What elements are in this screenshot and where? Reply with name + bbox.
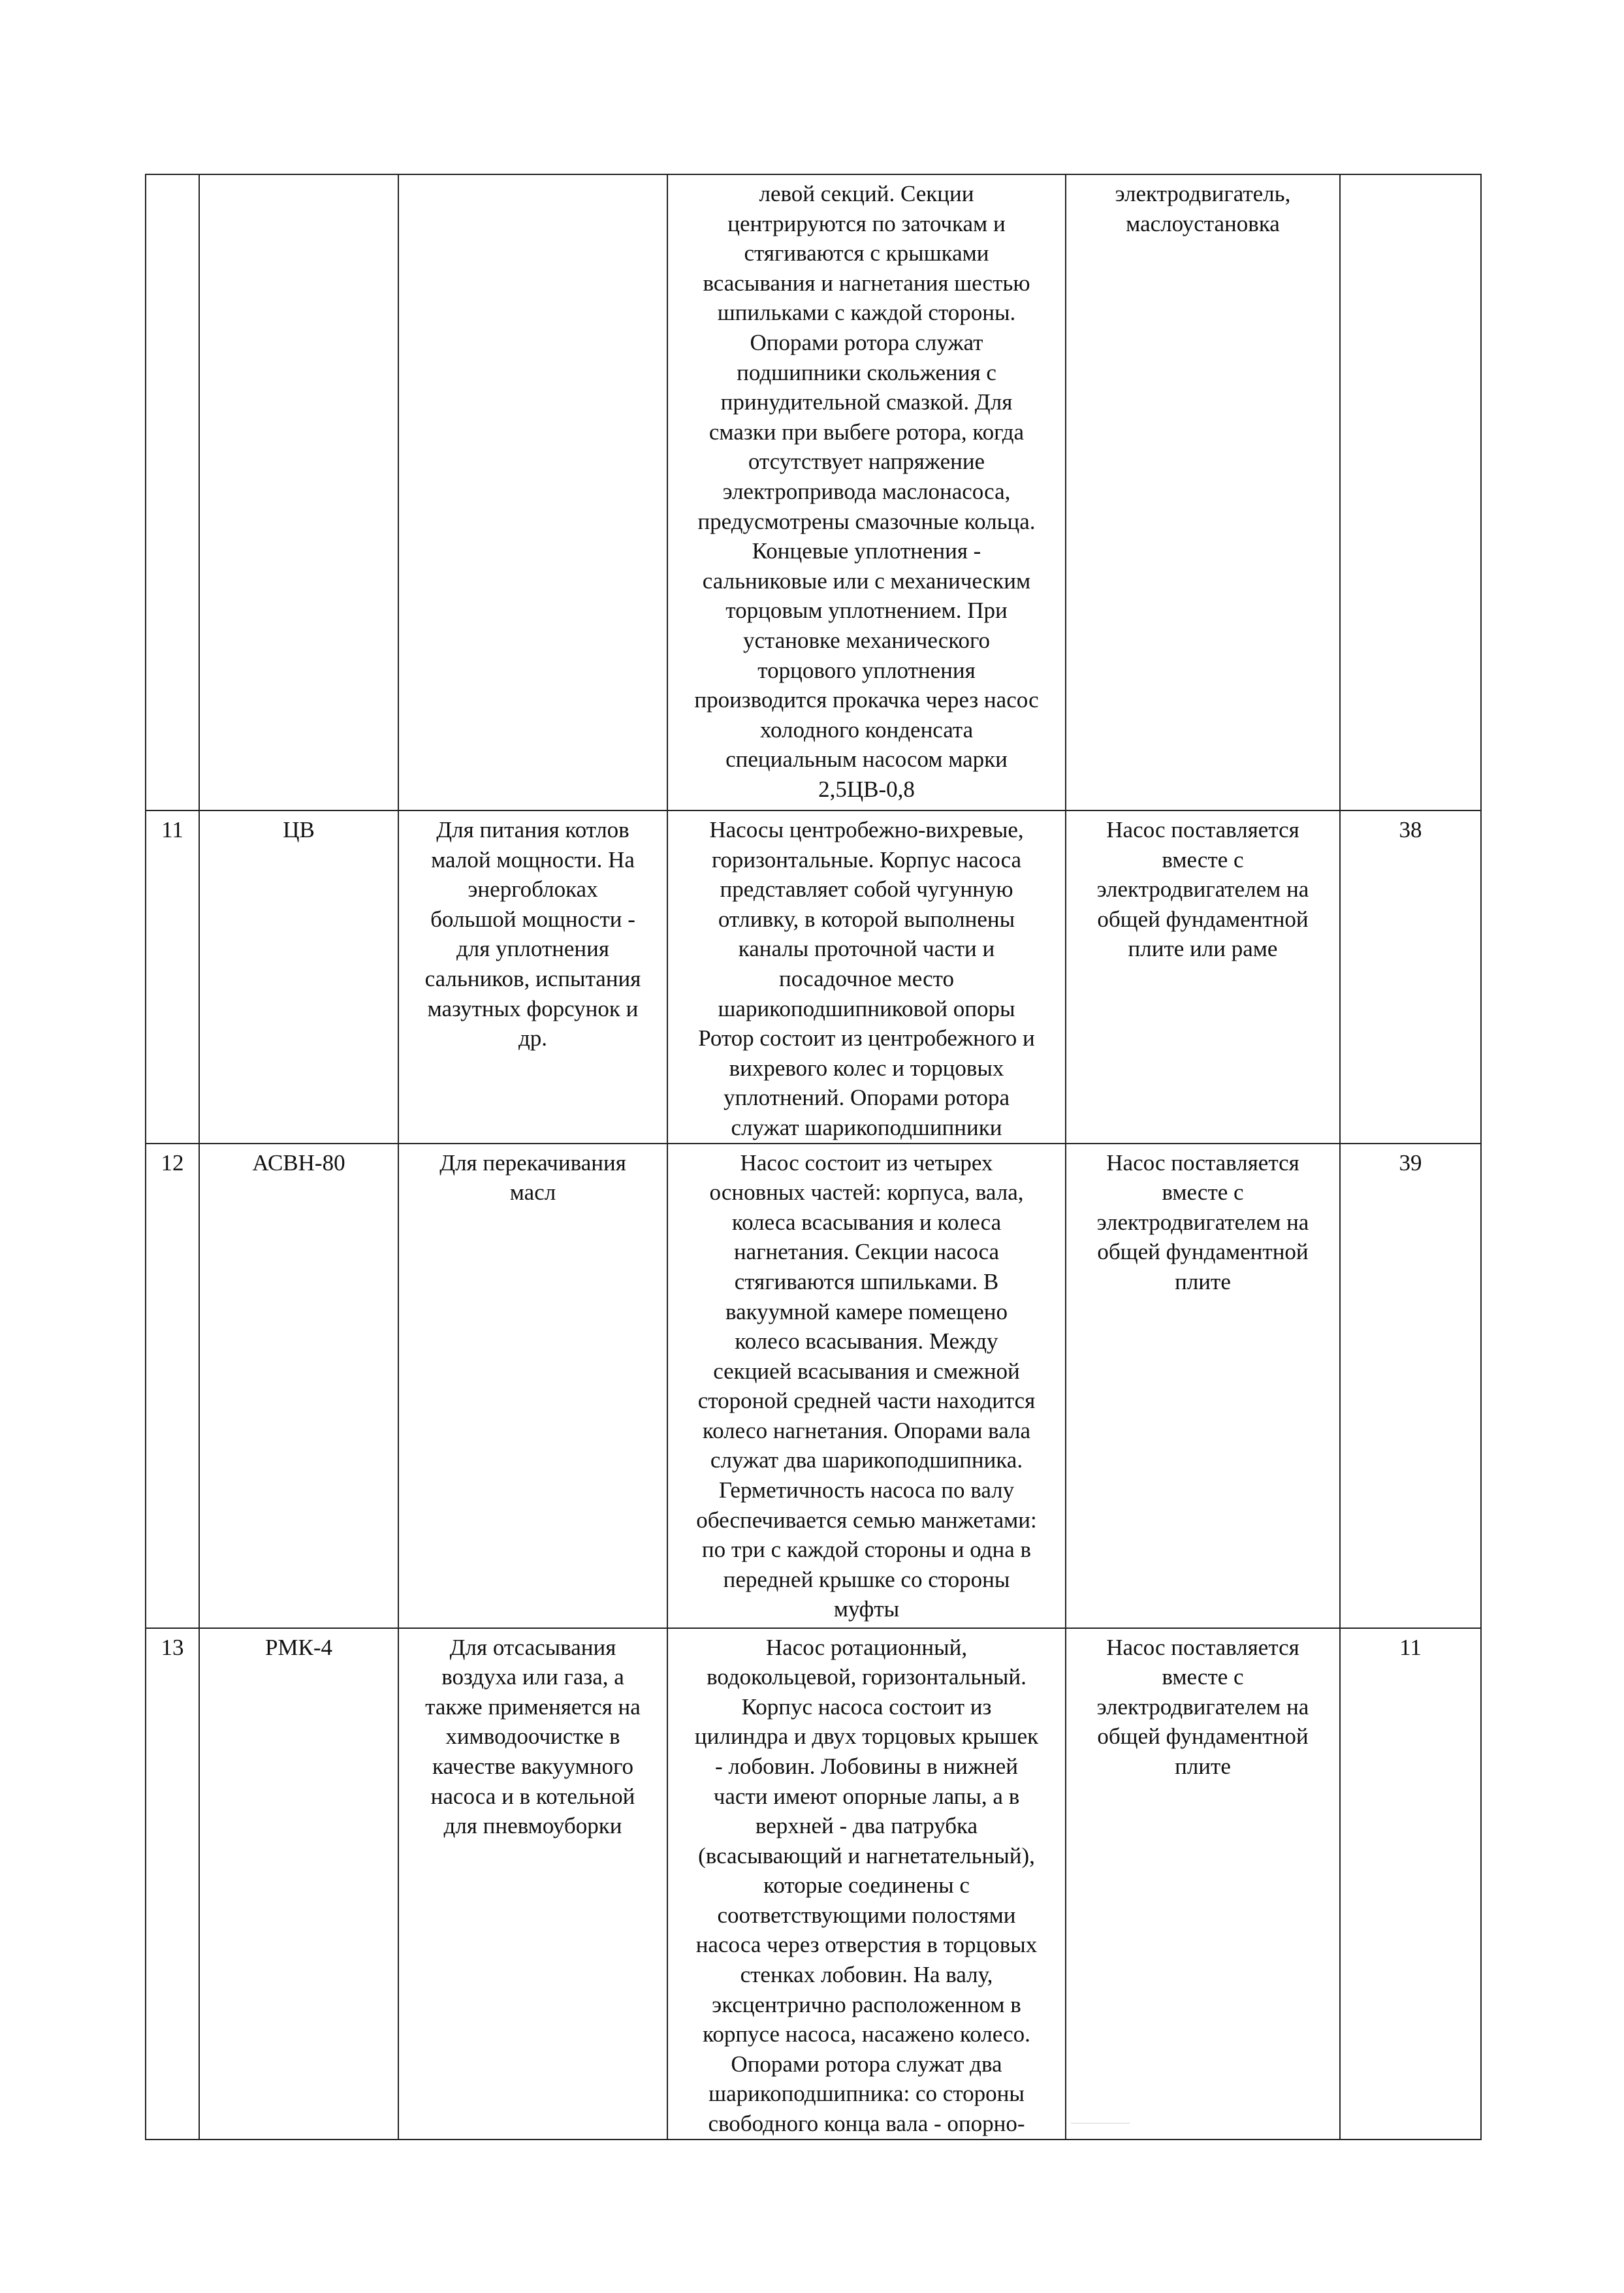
row-number-cell	[146, 174, 199, 810]
supply-cell: Насос поставляется вместе с электродвигателем на общей фундаментной плите или раме	[1066, 810, 1340, 1144]
pump-mark-cell: РМК-4	[199, 1628, 398, 2140]
purpose-cell: Для отсасывания воздуха или газа, а также применяется на химводоочистке в качестве вакуумного насоса и в котельной для пневмоуборки	[398, 1628, 667, 2140]
purpose-cell: Для питания котлов малой мощности. На энергоблоках большой мощности - для уплотнения сальников, испытания мазутных форсунок и др.	[398, 810, 667, 1144]
reference-cell: 11	[1340, 1628, 1481, 2140]
description-cell: Насос ротационный, водокольцевой, горизонтальный. Корпус насоса состоит из цилиндра и двух торцовых крышек - лобовин. Лобовины в нижней части имеют опорные лапы, а в верхней - два патрубка (всасывающий и нагнетательный), которые соединены с соответствующими полостями насоса через отверстия в торцовых стенках лобовин. На валу, эксцентрично расположенном в корпусе насоса, насажено колесо. Опорами ротора служат два шарикоподшипника: со стороны свободного конца вала - опорно-	[667, 1628, 1066, 2140]
reference-cell	[1340, 174, 1481, 810]
pump-mark-cell	[199, 174, 398, 810]
reference-cell: 38	[1340, 810, 1481, 1144]
supply-cell: Насос поставляется вместе с электродвигателем на общей фундаментной плите	[1066, 1628, 1340, 2140]
reference-cell: 39	[1340, 1144, 1481, 1628]
table-row	[146, 810, 1481, 1144]
pump-mark-cell: ЦВ	[199, 810, 398, 1144]
supply-cell: электродвигатель, маслоустановка	[1066, 174, 1340, 810]
pump-spec-table	[145, 174, 1482, 2140]
table-row	[146, 1628, 1481, 2140]
row-number-cell: 11	[146, 810, 199, 1144]
row-number-cell: 13	[146, 1628, 199, 2140]
description-cell: Насос состоит из четырех основных частей: корпуса, вала, колеса всасывания и колеса нагнетания. Секции насоса стягиваются шпильками. В вакуумной камере помещено колесо всасывания. Между секцией всасывания и смежной стороной средней части находится колесо нагнетания. Опорами вала служат два шарикоподшипника. Герметичность насоса по валу обеспечивается семью манжетами: по три с каждой стороны и одна в передней крышке со стороны муфты	[667, 1144, 1066, 1628]
table-row	[146, 174, 1481, 810]
purpose-cell: Для перекачивания масл	[398, 1144, 667, 1628]
supply-cell: Насос поставляется вместе с электродвигателем на общей фундаментной плите	[1066, 1144, 1340, 1628]
table-row	[146, 1144, 1481, 1628]
pump-mark-cell: АСВН-80	[199, 1144, 398, 1628]
description-cell: левой секций. Секции центрируются по заточкам и стягиваются с крышками всасывания и нагнетания шестью шпильками с каждой стороны. Опорами ротора служат подшипники скольжения с принудительной смазкой. Для смазки при выбеге ротора, когда отсутствует напряжение электропривода маслонасоса, предусмотрены смазочные кольца. Концевые уплотнения - сальниковые или с механическим торцовым уплотнением. При установке механического торцового уплотнения производится прокачка через насос холодного конденсата специальным насосом марки 2,5ЦВ-0,8	[667, 174, 1066, 810]
scan-artifact	[1071, 2123, 1130, 2124]
row-number-cell: 12	[146, 1144, 199, 1628]
description-cell: Насосы центробежно-вихревые, горизонтальные. Корпус насоса представляет собой чугунную отливку, в которой выполнены каналы проточной части и посадочное место шарикоподшипниковой опоры Ротор состоит из центробежного и вихревого колес и торцовых уплотнений. Опорами ротора служат шарикоподшипники	[667, 810, 1066, 1144]
purpose-cell	[398, 174, 667, 810]
